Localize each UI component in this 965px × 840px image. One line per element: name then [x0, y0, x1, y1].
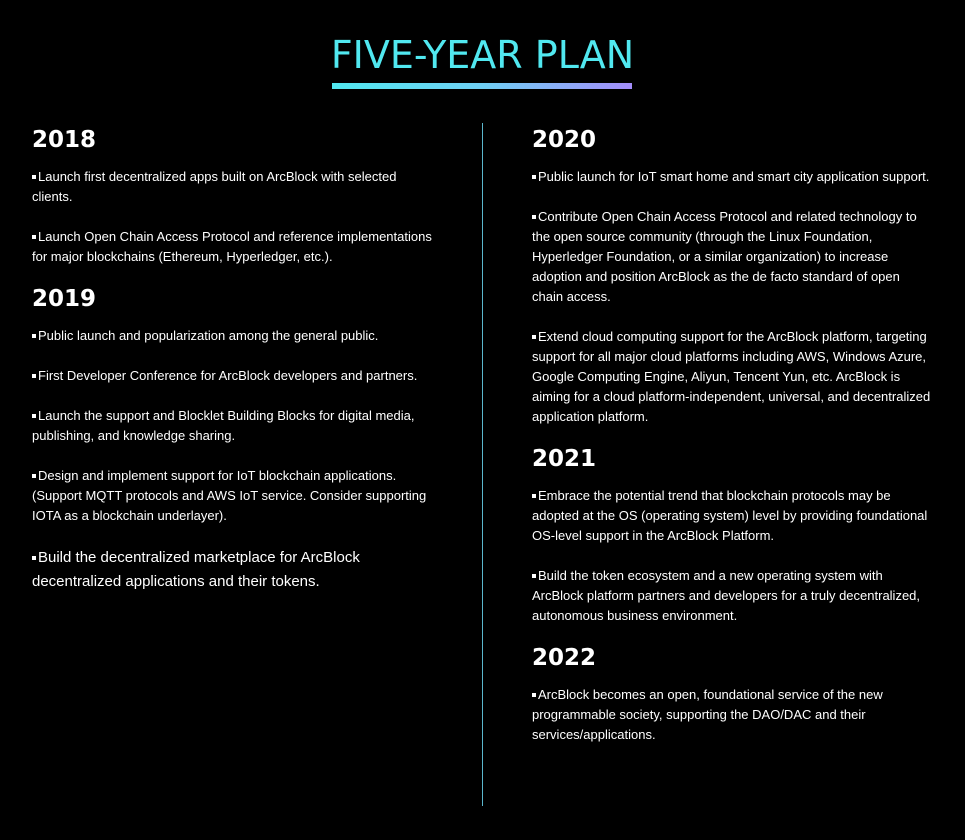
bullet-icon [32, 374, 36, 378]
bullet-icon [32, 474, 36, 478]
year-heading-2020: 2020 [532, 127, 597, 153]
bullet-icon [532, 175, 536, 179]
plan-item [32, 466, 432, 526]
plan-item [532, 327, 932, 427]
plan-item [32, 366, 432, 386]
plan-item-text: Public launch and popularization among the general public. [38, 328, 379, 343]
plan-item-text: Build the decentralized marketplace for ArcBlock decentralized applications and their tokens. [32, 549, 360, 590]
plan-item [32, 227, 432, 267]
plan-item [32, 167, 432, 207]
section-2022 [532, 644, 932, 745]
bullet-icon [32, 175, 36, 179]
column-divider [482, 123, 483, 806]
plan-item-text: Launch the support and Blocklet Building Blocks for digital media, publishing, and knowledge sharing. [32, 408, 415, 443]
bullet-icon [532, 693, 536, 697]
plan-item-text: Public launch for IoT smart home and smart city application support. [538, 169, 930, 184]
page-title: FIVE-YEAR PLAN [330, 33, 635, 77]
plan-item [532, 486, 932, 546]
bullet-icon [32, 235, 36, 239]
year-heading-2021: 2021 [532, 446, 597, 472]
plan-item [532, 685, 932, 745]
plan-item-text: Build the token ecosystem and a new operating system with ArcBlock platform partners and developers for a truly decentralized, autonomous business environment. [532, 568, 921, 623]
plan-item [32, 326, 432, 346]
title-underline [332, 83, 632, 89]
bullet-icon [32, 556, 36, 560]
plan-item-text: Design and implement support for IoT blockchain applications. (Support MQTT protocols and AWS IoT service. Consider supporting IOTA as a blockchain underlayer). [32, 468, 427, 523]
bullet-icon [532, 335, 536, 339]
section-2019 [32, 285, 432, 594]
plan-item-text: Embrace the potential trend that blockchain protocols may be adopted at the OS (operating system) level by providing foundational OS-level support in the ArcBlock Platform. [532, 488, 928, 543]
plan-item-text: Extend cloud computing support for the ArcBlock platform, targeting support for all major cloud platforms including AWS, Windows Azure, Google Computing Engine, Aliyun, Tencent Yun, etc. ArcBlock is aiming for a cloud platform-independent, universal, and decentralized application platform. [532, 329, 931, 424]
left-column [32, 126, 432, 614]
plan-item [32, 406, 432, 446]
plan-item [532, 167, 932, 187]
year-heading-2022: 2022 [532, 645, 597, 671]
bullet-icon [532, 215, 536, 219]
year-heading-2019: 2019 [32, 286, 97, 312]
plan-item-text: Launch first decentralized apps built on ArcBlock with selected clients. [32, 169, 397, 204]
plan-item-text: ArcBlock becomes an open, foundational service of the new programmable society, supporting the DAO/DAC and their services/applications. [532, 687, 883, 742]
plan-item-text: Launch Open Chain Access Protocol and reference implementations for major blockchains (Ethereum, Hyperledger, etc.). [32, 229, 432, 264]
bullet-icon [532, 574, 536, 578]
plan-item-text: First Developer Conference for ArcBlock developers and partners. [38, 368, 418, 383]
right-column [532, 126, 932, 765]
plan-item-text: Contribute Open Chain Access Protocol and related technology to the open source community (through the Linux Foundation, Hyperledger Foundation, or a similar organization) to increase adoption and position ArcBlock as the de facto standard of open chain access. [532, 209, 917, 304]
bullet-icon [532, 494, 536, 498]
bullet-icon [32, 334, 36, 338]
bullet-icon [32, 414, 36, 418]
section-2020 [532, 126, 932, 427]
plan-item [32, 546, 432, 594]
plan-item [532, 566, 932, 626]
year-heading-2018: 2018 [32, 127, 97, 153]
section-2018 [32, 126, 432, 267]
section-2021 [532, 445, 932, 626]
plan-item [532, 207, 932, 307]
